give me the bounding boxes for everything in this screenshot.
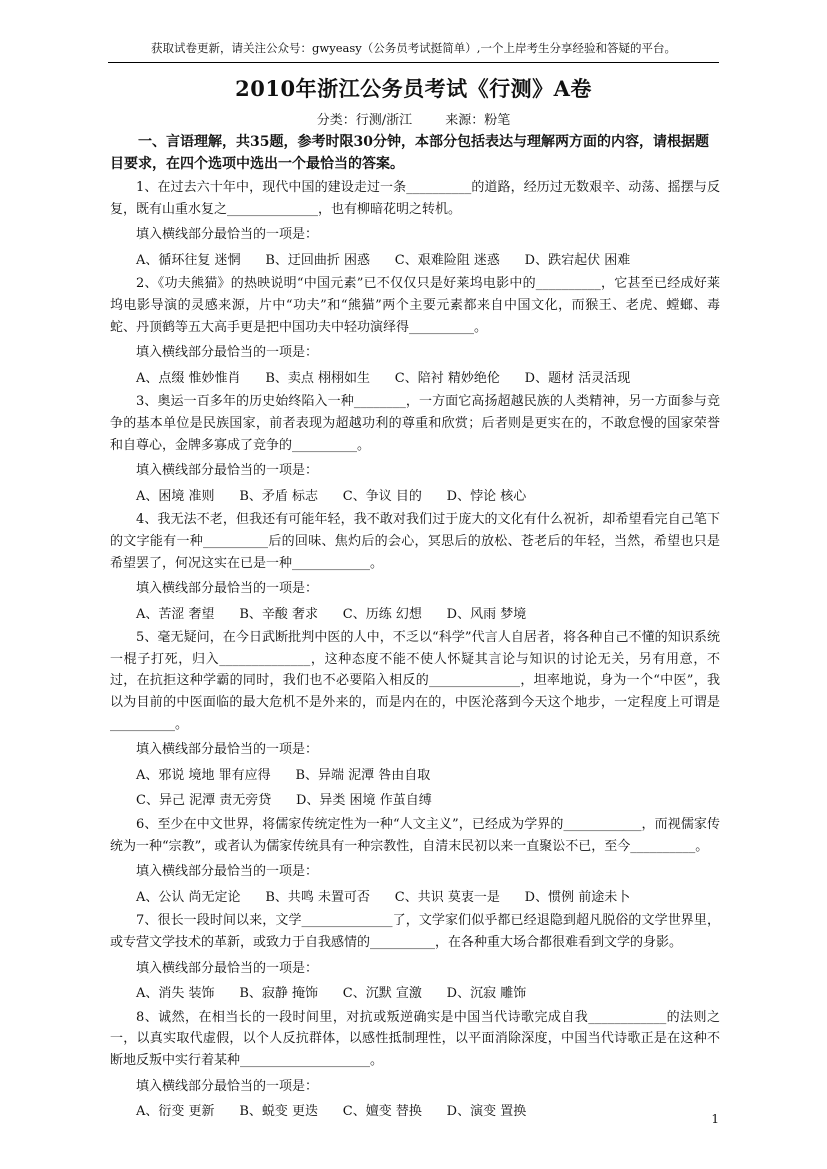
question-text: 5、毫无疑问，在今日武断批判中医的人中，不乏以“科学”代言人自居者，将各种自己不懂的知识系统一棍子打死，归入______________，这种态度不能不使人怀疑其言论与知识的讨论无关，另有用意，不过，在抗拒这种学霸的同时，我们也不必要陷入相反的______________，坦率地说，身为一个“中医”，我以为目前的中医面临的最大危机不是外来的，而是内在的，中医沦落到今天这个地步，一定程度上可谓是__________。 — [110, 630, 720, 732]
question-prompt: 填入横线部分最恰当的一项是： — [136, 960, 319, 976]
question-prompt: 填入横线部分最恰当的一项是： — [136, 1078, 319, 1094]
question-7 — [110, 910, 720, 1004]
question-6 — [110, 814, 720, 908]
page-header-notice: 获取试卷更新，请关注公众号：gwyeasy（公务员考试挺简单）,一个上岸考生分享经验和答疑的平台。 — [108, 40, 719, 63]
document-title: 2010年浙江公务员考试《行测》A卷 — [235, 76, 592, 101]
answer-options: A、点缀 惟妙惟肖 B、卖点 栩栩如生 C、陪衬 精妙绝伦 D、题材 活灵活现 — [136, 370, 631, 386]
answer-options: A、困境 准则 B、矛盾 标志 C、争议 目的 D、悖论 核心 — [136, 488, 527, 504]
page-number: 1 — [711, 1112, 719, 1126]
question-prompt: 填入横线部分最恰当的一项是： — [136, 742, 319, 758]
document-body — [110, 131, 720, 1125]
question-text: 3、奥运一百多年的历史始终陷入一种________，一方面它高扬超越民族的人类精神，另一方面参与竞争的基本单位是民族国家，前者表现为超越功利的尊重和欣赏；后者则是更实在的，不敢怠慢的国家荣誉和自尊心，金牌多寡成了竞争的__________。 — [110, 394, 720, 453]
answer-options: A、公认 尚无定论 B、共鸣 未置可否 C、共识 莫衷一是 D、惯例 前途未卜 — [136, 889, 631, 905]
question-list — [110, 177, 720, 1123]
question-prompt: 填入横线部分最恰当的一项是： — [136, 581, 319, 597]
document-meta: 分类：行测/浙江 来源：粉笔 — [316, 113, 511, 128]
answer-options: C、异己 泥潭 责无旁贷 D、异类 困境 作茧自缚 — [136, 793, 432, 809]
question-text: 6、至少在中文世界，将儒家传统定性为一种“人文主义”，已经成为学界的____________，而视儒家传统为一种“宗教”，或者认为儒家传统具有一种宗教性，自清末民初以来一直聚讼不已，至今__________。 — [110, 817, 720, 854]
question-prompt: 填入横线部分最恰当的一项是： — [136, 227, 319, 243]
question-4 — [110, 509, 720, 625]
answer-options: A、衍变 更新 B、蜕变 更迭 C、嬗变 替换 D、演变 置换 — [136, 1104, 527, 1120]
question-text: 8、诚然，在相当长的一段时间里，对抗或叛逆确实是中国当代诗歌完成自我____________的法则之一，以真实取代虚假，以个人反抗群体，以感性抵制理性，以平面消除深度，中国当代诗歌正是在这种不断地反叛中实行着某种____________________。 — [110, 1009, 720, 1068]
question-8 — [110, 1007, 720, 1123]
question-1 — [110, 177, 720, 271]
question-text: 4、我无法不老，但我还有可能年轻，我不敢对我们过于庞大的文化有什么祝祈，却希望看完自己笔下的文字能有一种__________后的回味、焦灼后的会心，冥思后的放松、苍老后的年轻，当然，希望也只是希望罢了，何况这实在已是一种____________。 — [110, 512, 720, 571]
question-prompt: 填入横线部分最恰当的一项是： — [136, 864, 319, 880]
section-heading: 一、言语理解，共35题，参考时限30分钟，本部分包括表达与理解两方面的内容，请根据题目要求，在四个选项中选出一个最恰当的答案。 — [110, 134, 709, 172]
question-text: 1、在过去六十年中，现代中国的建设走过一条__________的道路，经历过无数艰辛、动荡、摇摆与反复，既有山重水复之______________，也有柳暗花明之转机。 — [110, 180, 720, 217]
answer-options: A、苦涩 奢望 B、辛酸 奢求 C、历练 幻想 D、风雨 梦境 — [136, 606, 527, 622]
answer-options: A、消失 装饰 B、寂静 掩饰 C、沉默 宣激 D、沉寂 雕饰 — [136, 986, 527, 1002]
question-2 — [110, 273, 720, 389]
question-prompt: 填入横线部分最恰当的一项是： — [136, 463, 319, 479]
question-text: 7、很长一段时间以来，文学______________了，文学家们似乎都已经退隐到超凡脱俗的文学世界里，或专营文学技术的革新，或致力于自我感情的__________，在各种重大场合都很难看到文学的身影。 — [110, 913, 720, 950]
question-text: 2、《功夫熊猫》的热映说明“中国元素”已不仅仅只是好莱坞电影中的__________，它甚至已经成好莱坞电影导演的灵感来源，片中“功夫”和“熊猫”两个主要元素都来自中国文化，而猴王、老虎、螳螂、毒蛇、丹顶鹤等五大高手更是把中国功夫中轻功演绎得__________。 — [110, 276, 720, 335]
question-5 — [110, 627, 720, 812]
answer-options: A、邪说 境地 罪有应得 B、异端 泥潭 咎由自取 — [136, 767, 431, 783]
answer-options: A、循环往复 迷惘 B、迂回曲折 困惑 C、艰难险阻 迷惑 D、跌宕起伏 困难 — [136, 252, 631, 268]
question-prompt: 填入横线部分最恰当的一项是： — [136, 345, 319, 361]
question-3 — [110, 391, 720, 507]
